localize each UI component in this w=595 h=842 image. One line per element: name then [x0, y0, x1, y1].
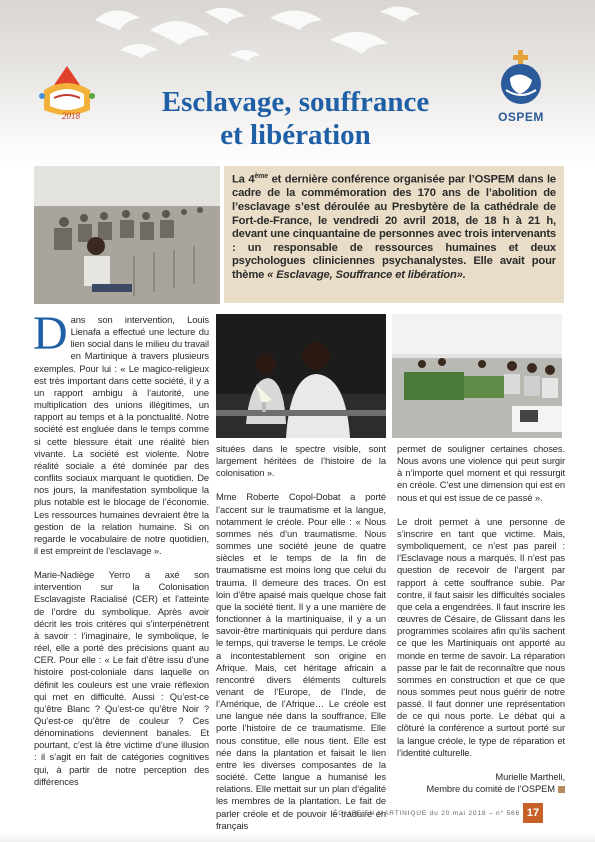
column-1 — [33, 307, 209, 788]
room-photo — [392, 314, 562, 438]
commemoration-logo — [32, 62, 102, 128]
article-title-line-1: Esclavage, souffrance — [161, 86, 430, 118]
page-number: 17 — [523, 803, 543, 823]
author-name: Murielle Martheli, — [495, 770, 565, 782]
paragraph-gap — [34, 557, 209, 569]
column-2 — [216, 443, 386, 832]
intro-superscript: ème — [254, 173, 268, 180]
intro-text-start: La 4 — [232, 173, 255, 186]
ospem-logo — [484, 50, 558, 124]
column-3 — [397, 443, 565, 795]
col2-paragraph-2: Mme Roberte Copol-Dobat a porté l’accent sur le traumatisme et la langue, notamment le créole. Pour elle : « Nous sommes nés d’un traumatisme. Nous sommes une société jeune de quatre siècles et le temps de la fin de traumatisme est moins long que celui du trauma. Il demeure des traces. On est loin d’être apaisé mais quelque chose fait que la société tient. Il y a une manière de fonctionner à la martiniquaise, il y a un savoir-être martiniquais qui perdure dans le temps, qui traverse le temps. Le créole a incontestablement son origine en Afrique. Mais, cet héritage africain a rencontré divers éléments culturels venant de l’Europe, de l’Inde, de l’Amérique, de l’Afrique… Le créole est une langue née dans la souffrance. Elle porte l’histoire de ce traumatisme. Elle nous constitue, elle nous tient. Elle est née dans la plantation et faisait le lien entre les diverses composantes de la société. Cette langue a humanisé les relations. Elle mettait sur un plan d’égalité les membres de la plantation. Le fait de parler créole et de pouvoir le traduire en français — [216, 491, 386, 831]
header-banner — [0, 0, 595, 165]
dropcap-letter: D — [33, 307, 68, 360]
footer-band — [0, 832, 595, 842]
svg-text:2018: 2018 — [62, 111, 80, 121]
author-role-text: Membre du comité de l’OSPEM — [426, 783, 555, 795]
end-square-icon — [558, 786, 565, 793]
speaker-photo — [216, 314, 386, 438]
col1-paragraph-1-text: ans son intervention, Louis Lienafa a effectué une lecture du lien social dans le milieu du travail en Martinique à travers plusieurs exemples. Pour lui : « Le magico-religieux est très important dans cette société, il y a un rapport ambigu à l’autorité, une multiplication des unions illégitimes, un rapport au temps et à la ponctualité. Notre société est engluée dans le temps comme si cette blessure était une réalité bien vivante. La société est violente. Notre réalité sociale a été dominée par des conflits sociaux marquant le quotidien. De nos jours, la manifestation symbolique la plus notable est le blocage de l’économie. Les ressources humaines devraient être la gestion de la relation humaine. Si on regarde le vocabulaire de notre quotidien, il est empreint de l’esclavage ». — [34, 314, 209, 556]
paragraph-gap — [397, 759, 565, 771]
article-title — [118, 86, 473, 152]
col3-paragraph-2: Le droit permet à une personne de s’inscrire en tant que victime. Mais, symboliquement, ce n’est pas pareil : l’Esclavage nous a marqués. Il n’est pas question de recevoir de l’argent par rapport à cette souffrance subie. Par contre, il faut saisir les difficultés sociales que cela a engendrées. Il faut inscrire les œuvres de Césaire, de Glissant dans les programmes scolaires afin qu’ils sachent ce que les Martiniquais ont apporté au monde en terme de savoir. La réparation passe par le fait de reconnaître que nous sommes en construction et que ce que nous sommes peut nous guérir de notre passé. Il faut donner une représentation de ce qui nous porte. Le débat qui a clôturé la conférence a surtout porté sur la langue créole, le type de réparation et l’identité culturelle. — [397, 515, 565, 758]
col2-paragraph-1: situées dans le spectre visible, sont largement héritées de l’histoire de la colonisation ». — [216, 443, 386, 479]
commemoration-logo-icon — [32, 62, 102, 128]
col1-paragraph-1 — [33, 307, 209, 557]
intro-box — [224, 166, 564, 303]
col3-paragraph-1: permet de souligner certaines choses. Nous avons une violence qui peut surgir à n’importe quel moment et qui ressurgit en créole. C’est une dimension qui est en nous et qui est issue de ce passé ». — [397, 443, 565, 503]
author-role — [397, 783, 565, 795]
intro-text-body: et dernière conférence organisée par l’OSPEM dans le cadre de la commémoration des 170 ans de l’abolition de l’esclavage s’est déroulée au Presbytère de la cathédrale de Fort-de-France, le vendredi 20 avril 2018, de 18 h à 21 h, devant une cinquantaine de personnes avec trois intervenants : un responsable de ressources humaines et deux psychologues cliniciennes psychanalystes. Elle avait pour thème — [232, 173, 556, 281]
paragraph-gap — [397, 504, 565, 516]
article-title-line-2: et libération — [220, 119, 371, 151]
ospem-logo-text: OSPEM — [498, 110, 544, 124]
col1-paragraph-2: Marie-Nadiège Yerro a axé son intervention sur la Colonisation Esclavagiste Racialisé (CER) et l’atteinte de l’ordre du symbolique. Après avoir décrit les trois critères qui s’interpénètrent à savoir : l’imaginaire, le symbolique, le réel, elle a porté des précisions quant au CER. Pour elle : « Le fait d’être issu d’une histoire post-coloniale dans laquelle on définit les couleurs est une vraie réflexion qui met en difficulté. Aussi : Qu’est-ce qu’être Blanc ? Qu’est-ce qu’être Noir ? Qu’est-ce qu’être de couleur ? Ces dénominations deviennent banales. Et pourtant, c’est là être victime d’une illusion : il s’agit en fait de catégories cognitives qui, à partir de notre perception des différences — [34, 569, 209, 787]
paragraph-gap — [216, 479, 386, 491]
footer-issue: ÉGLISE EN MARTINIQUE du 20 mai 2018 – n° 566 — [333, 810, 520, 817]
audience-photo — [34, 166, 220, 304]
intro-theme: « Esclavage, Souffrance et libération». — [267, 268, 466, 281]
ospem-emblem-icon — [484, 50, 558, 108]
